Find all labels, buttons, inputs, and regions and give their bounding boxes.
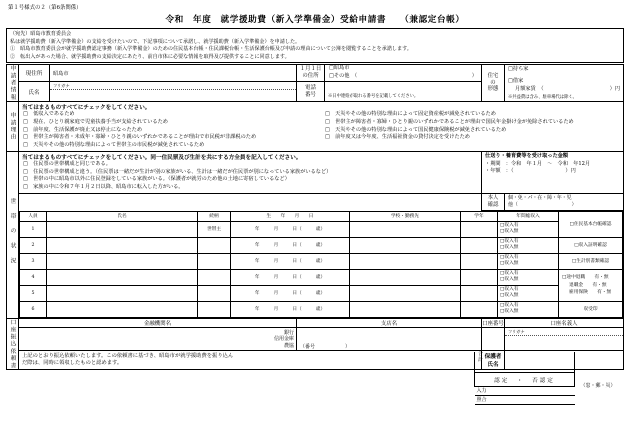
telephone-note: ※日中連絡が取れる番号を記載してください。 <box>328 94 419 100</box>
member-name[interactable] <box>47 253 198 269</box>
telephone-label: 電話 番号 <box>297 82 325 102</box>
housing-rented-checkbox[interactable]: □借家 <box>508 78 524 84</box>
member-birthdate[interactable]: 年 月 日（ 歳） <box>231 253 350 269</box>
jan1-address-label: １月１日 の住所 <box>297 64 325 81</box>
column-header-grade: 学年 <box>461 211 498 221</box>
member-birthdate[interactable]: 年 月 日（ 歳） <box>231 221 350 237</box>
reason-checkbox[interactable]: □ 世帯主が障害者・未成年・寡婦・ひとり親のいずれかであることが理由で市民税が非課税のため <box>23 134 257 141</box>
column-header-count: 人員 <box>20 211 47 221</box>
page-title: 令和 年度 就学援助費（新入学準備金）受給申請書 （兼認定台帳） <box>165 15 465 26</box>
member-birthdate[interactable]: 年 月 日（ 歳） <box>231 285 350 301</box>
reason-checkbox[interactable]: □ 世帯主が障害者・寡婦・ひとり親のいずれかであることが理由で国民年金掛け金が免除されているため <box>325 118 574 125</box>
decision-label[interactable]: 認定 ・ 否認定 <box>475 373 575 387</box>
member-name[interactable] <box>47 269 198 285</box>
table-row <box>20 301 623 317</box>
bank-statement: 上記のとおり振込依頼いたします。この依頼書に基づき、昭島市が就学援助費を振り込ん だ際は、同時に領収したものと認めます。 <box>19 351 482 370</box>
reason-checkbox[interactable]: □ 現在、ひとり親家庭で児童扶養手当が支給されているため <box>23 118 168 125</box>
member-relation[interactable] <box>198 301 231 317</box>
applicant-name-furigana: フリガナ <box>50 83 296 90</box>
member-income[interactable]: □収入有 □収入無 <box>498 221 559 237</box>
member-birthdate[interactable]: 年 月 日（ 歳） <box>231 237 350 253</box>
table-row <box>20 253 623 269</box>
receipt-stamp-box: 収受印 <box>559 301 623 317</box>
section-label-bank: 口座振込依頼書 <box>7 318 19 369</box>
jan1-checkbox-akishima[interactable]: □昭島市 <box>329 65 350 72</box>
reason-checkbox[interactable]: □ 前年度、生活保護が廃止又は停止になったため <box>23 126 143 133</box>
reason-content <box>19 101 624 151</box>
household-check-content <box>19 151 482 193</box>
telephone-field[interactable] <box>325 82 482 102</box>
jan1-address-options <box>325 64 482 81</box>
remittance-box <box>482 151 624 193</box>
bank-header-row <box>7 318 624 327</box>
remittance-amount[interactable]: ・年額 ：（ ）円 <box>485 168 576 175</box>
member-relation[interactable] <box>198 253 231 269</box>
member-income[interactable]: □収入有 □収入無 <box>498 269 559 285</box>
declaration-line-2: 私は就学援助費（新入学準備金）の支給を受けたいので、下記事項について承諾し、就学援助費（新入学準備金）を申請した。 <box>10 38 301 45</box>
household-checkbox[interactable]: □ 世帯の中に昭島市以外に住民登録をしている家族がいる。（保護者が就労のため他の土地に寄宿しているなど） <box>23 176 290 183</box>
member-grade[interactable] <box>461 237 498 253</box>
member-grade[interactable] <box>461 285 498 301</box>
applicant-address-row <box>7 64 624 81</box>
declaration-line-3: ① 昭島市教育委員会が就学援助費認定事務（新入学準備金）のための住民基本台帳・住民課税台帳・生活保護台帳及び申請の理由について公簿を閲覧することを承諾します。 <box>10 46 412 53</box>
current-address-value[interactable]: 昭島市 <box>50 64 297 81</box>
row-number: 4 <box>20 269 47 285</box>
reason-checkbox[interactable]: □ 低収入であるため <box>23 110 75 117</box>
reason-right-column <box>321 111 623 150</box>
input-label[interactable]: 入力 <box>475 387 575 396</box>
member-income[interactable]: □収入有 □収入無 <box>498 285 559 301</box>
reason-checkbox[interactable]: □ 天災やその他の特別な理由によって固定資産税が減免されているため <box>325 110 496 117</box>
member-school-work[interactable] <box>350 221 461 237</box>
member-income[interactable]: □収入有 □収入無 <box>498 253 559 269</box>
reason-checkbox[interactable]: □ 天災やその他の特別な理由によって世帯主の市民税が減免されているため <box>23 142 205 149</box>
housing-note: ※共益費は含み、駐車場代は除く。 <box>508 94 577 100</box>
household-instruction-row <box>7 151 624 193</box>
applicant-name-label: 氏名 <box>19 82 50 102</box>
bank-values-row <box>7 328 624 351</box>
form-number: 第１号様式の２（第6条関係） <box>8 5 82 11</box>
household-table-cell <box>19 210 624 318</box>
member-grade[interactable] <box>461 269 498 285</box>
remittance-title: 仕送り・養育費等を受け取った金額 <box>485 152 569 159</box>
housing-rent-amount[interactable]: 月額家賃 （ ）円 <box>515 85 620 92</box>
table-row <box>20 221 623 237</box>
identity-row <box>7 194 624 211</box>
member-grade[interactable] <box>461 253 498 269</box>
member-school-work[interactable] <box>350 269 461 285</box>
member-income[interactable]: □収入有 □収入無 <box>498 301 559 317</box>
column-header-relation: 続柄 <box>198 211 231 221</box>
office-retirement-block[interactable]: □途中退職 有・無 退職金 有・無 雇用保険 有・無 <box>559 269 623 301</box>
member-school-work[interactable] <box>350 237 461 253</box>
reason-left-column <box>19 111 321 150</box>
bank-account-holder-field[interactable] <box>505 328 624 351</box>
column-header-account-holder: 口座名義人 <box>505 318 624 327</box>
office-use-column <box>474 352 624 405</box>
household-instruction: 当てはまるものすべてにチェックをしてください。同一住民票及び生計を共にする方全員を記入してください。 <box>22 154 302 161</box>
declaration-line-4: ② 転出入があった場合、就学援助費の支給決定にあたり、前自市体に必要な情報を取得及び提供することに同意します。 <box>10 53 290 60</box>
row-number: 2 <box>20 237 47 253</box>
reason-columns <box>19 111 623 150</box>
section-label-applicant: 申請者情報 <box>7 64 19 101</box>
reason-row <box>7 101 624 151</box>
member-school-work[interactable] <box>350 253 461 269</box>
section-label-reason: 申請理由 <box>7 101 19 151</box>
bank-branch-field[interactable]: （番号 ） <box>297 328 482 351</box>
office-check-3[interactable]: □生計別書類確認 <box>559 253 623 269</box>
row-number: 6 <box>20 301 47 317</box>
table-row <box>20 237 623 253</box>
household-checkbox[interactable]: □ 住民票の世帯構成と違う。（住民票は一緒だが生計が別の家族がいる、生計は一緒だが住民票が別になっている家族がいるなど） <box>23 168 332 175</box>
column-header-name: 氏名 <box>47 211 198 221</box>
office-use-table <box>474 352 624 405</box>
bank-account-number-field[interactable] <box>482 328 505 351</box>
member-relation[interactable] <box>198 237 231 253</box>
member-grade[interactable] <box>461 301 498 317</box>
section-label-household: 世帯の状況 <box>7 151 19 318</box>
row-number: 5 <box>20 285 47 301</box>
member-name[interactable] <box>47 221 198 237</box>
household-members-table <box>19 211 623 318</box>
household-checkbox[interactable]: □ 住民票の世帯構成と同じである。 <box>23 160 111 167</box>
guardian-name-label: 保護者氏名 <box>482 351 505 370</box>
column-header-branch: 支店名 <box>297 318 482 327</box>
identity-options[interactable]: 個・免・パ・在・障・年・児 他（ ） <box>505 194 624 211</box>
column-header-account-number: 口座番号 <box>482 318 505 327</box>
column-header-school-work: 学校・勤務先 <box>350 211 461 221</box>
member-grade[interactable] <box>461 221 498 237</box>
declaration-line-1: （宛先）昭島市教育委員会 <box>10 31 72 38</box>
applicant-name-field[interactable] <box>50 82 297 102</box>
household-checkbox[interactable]: □ 家族の中に令和７年１月２日以降、昭島市に転入した方がいる。 <box>23 184 184 191</box>
household-table-row <box>7 210 624 318</box>
main-form-table <box>6 64 624 370</box>
row-number: 1 <box>20 221 47 237</box>
bank-institution-field[interactable]: 銀行 信用金庫 農協 <box>19 328 297 351</box>
column-header-annual-income: 年間総収入 <box>498 211 559 221</box>
member-school-work[interactable] <box>350 285 461 301</box>
identity-label: 本人 確認 <box>482 194 505 211</box>
row-number: 3 <box>20 253 47 269</box>
member-name[interactable] <box>47 237 198 253</box>
member-relation: 世帯主 <box>198 221 231 237</box>
member-name[interactable] <box>47 285 198 301</box>
declaration-box <box>6 28 624 63</box>
total-label: 合 計 <box>475 352 575 373</box>
jan1-checkbox-other[interactable]: □その他 （ ） <box>329 73 477 80</box>
housing-type-label: 住宅 の 形態 <box>482 64 505 101</box>
account-holder-furigana: フリガナ <box>505 329 623 336</box>
household-table-header <box>20 211 623 221</box>
table-row <box>20 285 623 301</box>
member-birthdate[interactable]: 年 月 日（ 歳） <box>231 301 350 317</box>
input-collate-block <box>475 387 575 406</box>
housing-owned-checkbox[interactable]: □持ち家 <box>508 66 529 73</box>
member-school-work[interactable] <box>350 301 461 317</box>
office-check-2[interactable]: □収入証明確認 <box>559 237 623 253</box>
reason-checkbox[interactable]: □ 天災やその他の特別な理由によって国民健康保険税が減免されているため <box>325 126 507 133</box>
remittance-period[interactable]: ・期間 ：令和 年１月 ～ 令和 年12月 <box>485 160 591 167</box>
table-row <box>20 269 623 285</box>
column-header-institution: 金融機関名 <box>19 318 297 327</box>
reason-instruction: 当てはまるものすべてにチェックをしてください。 <box>22 104 151 111</box>
channel-label: （窓・郵・災） <box>580 383 616 389</box>
member-name[interactable] <box>47 301 198 317</box>
member-relation[interactable] <box>198 269 231 285</box>
member-income[interactable]: □収入有 □収入無 <box>498 237 559 253</box>
current-address-label: 現住所 <box>19 64 50 81</box>
housing-type-options <box>505 64 624 101</box>
member-relation[interactable] <box>198 285 231 301</box>
office-check-1[interactable]: □住民基本台帳確認 <box>559 211 623 237</box>
member-birthdate[interactable]: 年 月 日（ 歳） <box>231 269 350 285</box>
reason-checkbox[interactable]: □ 前年度又は今年度、生活福祉資金の貸付決定を受けたため <box>325 134 470 141</box>
column-header-birthdate: 生 年 月 日 <box>231 211 350 221</box>
collate-label[interactable]: 照合 <box>475 396 575 405</box>
